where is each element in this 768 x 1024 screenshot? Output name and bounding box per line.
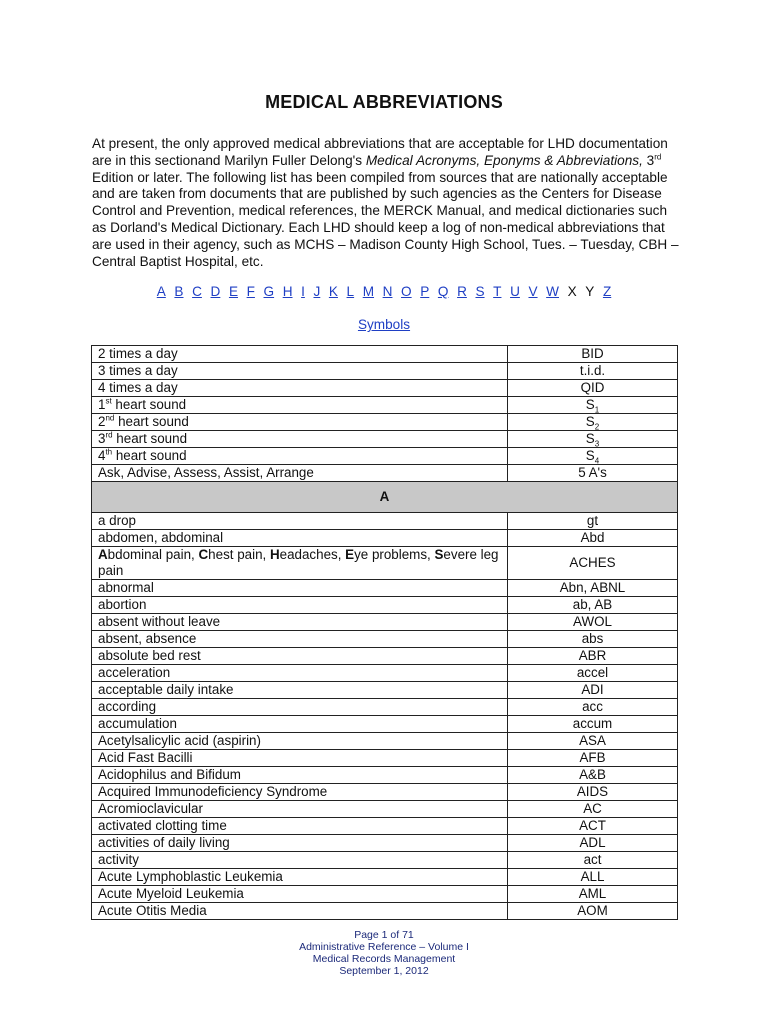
- term-cell: 3 times a day: [92, 363, 508, 380]
- footer-page-number: Page 1 of 71: [354, 929, 414, 941]
- term-cell: activities of daily living: [92, 835, 508, 852]
- term-cell: absent without leave: [92, 614, 508, 631]
- alphabet-link-k[interactable]: K: [328, 284, 338, 299]
- abbr-base: S: [585, 414, 595, 429]
- term-cell: abdomen, abdominal: [92, 530, 508, 547]
- term-cell: activated clotting time: [92, 818, 508, 835]
- table-row: [92, 801, 678, 818]
- term-cell: abortion: [92, 597, 508, 614]
- term-cell: absent, absence: [92, 631, 508, 648]
- ordinal-number: 2: [98, 414, 106, 429]
- alphabet-link-l[interactable]: L: [346, 284, 355, 299]
- term-cell: acceleration: [92, 665, 508, 682]
- aches-letter-a: A: [98, 547, 108, 562]
- abbreviation-cell: AFB: [508, 750, 678, 767]
- abbr-base: S: [585, 448, 595, 463]
- term-cell: 4 times a day: [92, 380, 508, 397]
- footer-reference: Administrative Reference – Volume I: [299, 941, 469, 953]
- abbreviation-cell: BID: [508, 346, 678, 363]
- table-row: [92, 397, 678, 414]
- alphabet-index: [0, 284, 768, 299]
- abbreviation-cell: ASA: [508, 733, 678, 750]
- abbreviation-cell: AOM: [508, 903, 678, 920]
- symbols-link[interactable]: Symbols: [357, 317, 411, 332]
- term-cell: [92, 414, 508, 431]
- alphabet-link-n[interactable]: N: [382, 284, 393, 299]
- table-row: [92, 648, 678, 665]
- term-cell: according: [92, 699, 508, 716]
- table-row: [92, 733, 678, 750]
- aches-letter-e: E: [345, 547, 355, 562]
- abbr-subscript: 1: [594, 405, 600, 415]
- ordinal-suffix: th: [105, 447, 113, 457]
- ordinal-suffix: st: [105, 396, 112, 406]
- table-row: [92, 614, 678, 631]
- abbr-subscript: 4: [594, 456, 600, 466]
- alphabet-link-b[interactable]: B: [174, 284, 184, 299]
- abbreviation-cell: acc: [508, 699, 678, 716]
- ordinal-number: 3: [98, 431, 106, 446]
- abbreviation-cell: accel: [508, 665, 678, 682]
- term-cell: [92, 397, 508, 414]
- table-row: [92, 431, 678, 448]
- intro-paragraph: [92, 136, 682, 270]
- table-row: [92, 784, 678, 801]
- term-cell: Acquired Immunodeficiency Syndrome: [92, 784, 508, 801]
- term-cell: accumulation: [92, 716, 508, 733]
- ordinal-number: 4: [98, 448, 106, 463]
- alphabet-link-a[interactable]: A: [156, 284, 166, 299]
- table-row: [92, 530, 678, 547]
- alphabet-link-f[interactable]: F: [246, 284, 255, 299]
- aches-text-5: evere leg pain: [98, 547, 499, 578]
- aches-text-3: eadaches,: [279, 547, 346, 562]
- edition-suffix: rd: [654, 152, 662, 162]
- alphabet-letter-x: X: [567, 284, 577, 299]
- ordinal-number: 1: [98, 397, 106, 412]
- abbreviation-cell: ABR: [508, 648, 678, 665]
- abbreviation-cell: ALL: [508, 869, 678, 886]
- abbreviation-cell: accum: [508, 716, 678, 733]
- alphabet-link-o[interactable]: O: [401, 284, 412, 299]
- alphabet-link-d[interactable]: D: [210, 284, 221, 299]
- a-rows-top: [92, 513, 678, 547]
- table-row: [92, 346, 678, 363]
- alphabet-link-h[interactable]: H: [282, 284, 293, 299]
- alphabet-link-r[interactable]: R: [457, 284, 467, 299]
- aches-text-1: bdominal pain,: [107, 547, 199, 562]
- table-row: [92, 818, 678, 835]
- aches-text-2: hest pain,: [208, 547, 270, 562]
- alphabet-link-i[interactable]: I: [301, 284, 305, 299]
- table-row: [92, 414, 678, 431]
- alphabet-link-w[interactable]: W: [546, 284, 559, 299]
- term-cell: Acetylsalicylic acid (aspirin): [92, 733, 508, 750]
- abbreviation-cell: gt: [508, 513, 678, 530]
- symbols-heading: [0, 317, 768, 332]
- term-cell: absolute bed rest: [92, 648, 508, 665]
- term-cell: Ask, Advise, Assess, Assist, Arrange: [92, 465, 508, 482]
- section-a: [92, 482, 678, 513]
- aches-letter-c: C: [198, 547, 209, 562]
- footer-date: September 1, 2012: [339, 965, 429, 977]
- alphabet-link-g[interactable]: G: [263, 284, 275, 299]
- aches-letter-s: S: [434, 547, 444, 562]
- alphabet-link-t[interactable]: T: [493, 284, 502, 299]
- abbreviation-cell: AWOL: [508, 614, 678, 631]
- table-row: [92, 869, 678, 886]
- term-cell: 2 times a day: [92, 346, 508, 363]
- table-row-aches: [92, 547, 678, 580]
- abbreviation-cell: Abn, ABNL: [508, 580, 678, 597]
- alphabet-link-e[interactable]: E: [228, 284, 239, 299]
- abbreviation-cell: AC: [508, 801, 678, 818]
- abbr-base: S: [585, 397, 595, 412]
- table-row: [92, 363, 678, 380]
- abbreviation-cell: ADL: [508, 835, 678, 852]
- symbol-rows: [92, 346, 678, 482]
- abbreviation-cell: A&B: [508, 767, 678, 784]
- abbreviation-cell: [508, 397, 678, 414]
- abbreviations-table: [91, 345, 678, 920]
- aches-letter-h: H: [269, 547, 280, 562]
- alphabet-link-c[interactable]: C: [192, 284, 202, 299]
- abbreviation-cell: [508, 448, 678, 465]
- alphabet-link-p[interactable]: P: [420, 284, 430, 299]
- table-row: [92, 513, 678, 530]
- intro-text-1: At present, the only approved medical abbreviations that are acceptable for LHD documentation are in this sectionand Marilyn Fuller Delong's: [92, 136, 668, 168]
- term-text: heart sound: [114, 414, 189, 429]
- alphabet-link-q[interactable]: Q: [437, 284, 449, 299]
- alphabet-link-z[interactable]: Z: [602, 284, 612, 299]
- alphabet-link-u[interactable]: U: [510, 284, 520, 299]
- page-title: MEDICAL ABBREVIATIONS: [265, 92, 503, 112]
- abbreviation-cell: t.i.d.: [508, 363, 678, 380]
- aches-text-4: ye problems,: [354, 547, 435, 562]
- term-cell: [92, 431, 508, 448]
- term-cell: a drop: [92, 513, 508, 530]
- abbreviation-cell: ACT: [508, 818, 678, 835]
- abbreviation-cell: ADI: [508, 682, 678, 699]
- aches-group: [92, 547, 678, 580]
- abbreviation-cell: [508, 414, 678, 431]
- table-row: [92, 699, 678, 716]
- abbreviation-cell: abs: [508, 631, 678, 648]
- footer-section: Medical Records Management: [312, 953, 456, 965]
- table-row: [92, 380, 678, 397]
- abbreviation-cell: AML: [508, 886, 678, 903]
- term-cell: Acute Myeloid Leukemia: [92, 886, 508, 903]
- term-cell: Acute Lymphoblastic Leukemia: [92, 869, 508, 886]
- intro-text-2: Edition or later. The following list has been compiled from sources that are nationally acceptable and are taken from documents that are published by such agencies as the Centers for Disease Control and Prevention, medical references, the MERCK Manual, and medical dictionaries such as Dorland's Medical Dictionary. Each LHD should keep a log of non-medical abbreviations that are used in their agency, such as MCHS – Madison County High School, Tues. – Tuesday, CBH – Central Baptist Hospital, etc.: [92, 169, 679, 269]
- table-row: [92, 835, 678, 852]
- term-cell: abnormal: [92, 580, 508, 597]
- section-header-a: A: [92, 482, 678, 513]
- table-row: [92, 716, 678, 733]
- table-row: [92, 448, 678, 465]
- page-footer: [0, 929, 768, 977]
- abbreviation-cell: act: [508, 852, 678, 869]
- term-cell: [92, 448, 508, 465]
- alphabet-letter-y: Y: [585, 284, 595, 299]
- abbr-base: S: [585, 431, 595, 446]
- section-header-row: [92, 482, 678, 513]
- alphabet-link-v[interactable]: V: [528, 284, 538, 299]
- abbreviation-cell: QID: [508, 380, 678, 397]
- book-title: Medical Acronyms, Eponyms & Abbreviations,: [365, 152, 643, 168]
- table-row: [92, 886, 678, 903]
- table-row: [92, 580, 678, 597]
- table-row: [92, 767, 678, 784]
- edition-number: 3: [642, 152, 655, 168]
- table-row: [92, 903, 678, 920]
- aches-term: [92, 547, 508, 580]
- table-row: [92, 465, 678, 482]
- term-text: heart sound: [112, 448, 187, 463]
- term-cell: Acromioclavicular: [92, 801, 508, 818]
- alphabet-link-s[interactable]: S: [475, 284, 485, 299]
- term-cell: Acute Otitis Media: [92, 903, 508, 920]
- abbr-subscript: 3: [594, 439, 600, 449]
- table-row: [92, 665, 678, 682]
- term-cell: activity: [92, 852, 508, 869]
- term-text: heart sound: [111, 397, 187, 412]
- abbr-subscript: 2: [594, 422, 600, 432]
- a-rows: [92, 580, 678, 920]
- table-row: [92, 597, 678, 614]
- abbreviation-cell: Abd: [508, 530, 678, 547]
- abbreviation-cell: [508, 431, 678, 448]
- ordinal-suffix: nd: [105, 413, 115, 423]
- table-row: [92, 682, 678, 699]
- term-cell: Acid Fast Bacilli: [92, 750, 508, 767]
- term-cell: Acidophilus and Bifidum: [92, 767, 508, 784]
- term-text: heart sound: [112, 431, 188, 446]
- abbreviation-cell: AIDS: [508, 784, 678, 801]
- table-row: [92, 750, 678, 767]
- alphabet-link-m[interactable]: M: [362, 284, 375, 299]
- table-row: [92, 631, 678, 648]
- term-cell: acceptable daily intake: [92, 682, 508, 699]
- table-row: [92, 852, 678, 869]
- aches-abbr: ACHES: [508, 547, 678, 580]
- alphabet-link-j[interactable]: J: [313, 284, 321, 299]
- abbreviation-cell: 5 A's: [508, 465, 678, 482]
- abbreviation-cell: ab, AB: [508, 597, 678, 614]
- ordinal-suffix: rd: [105, 430, 113, 440]
